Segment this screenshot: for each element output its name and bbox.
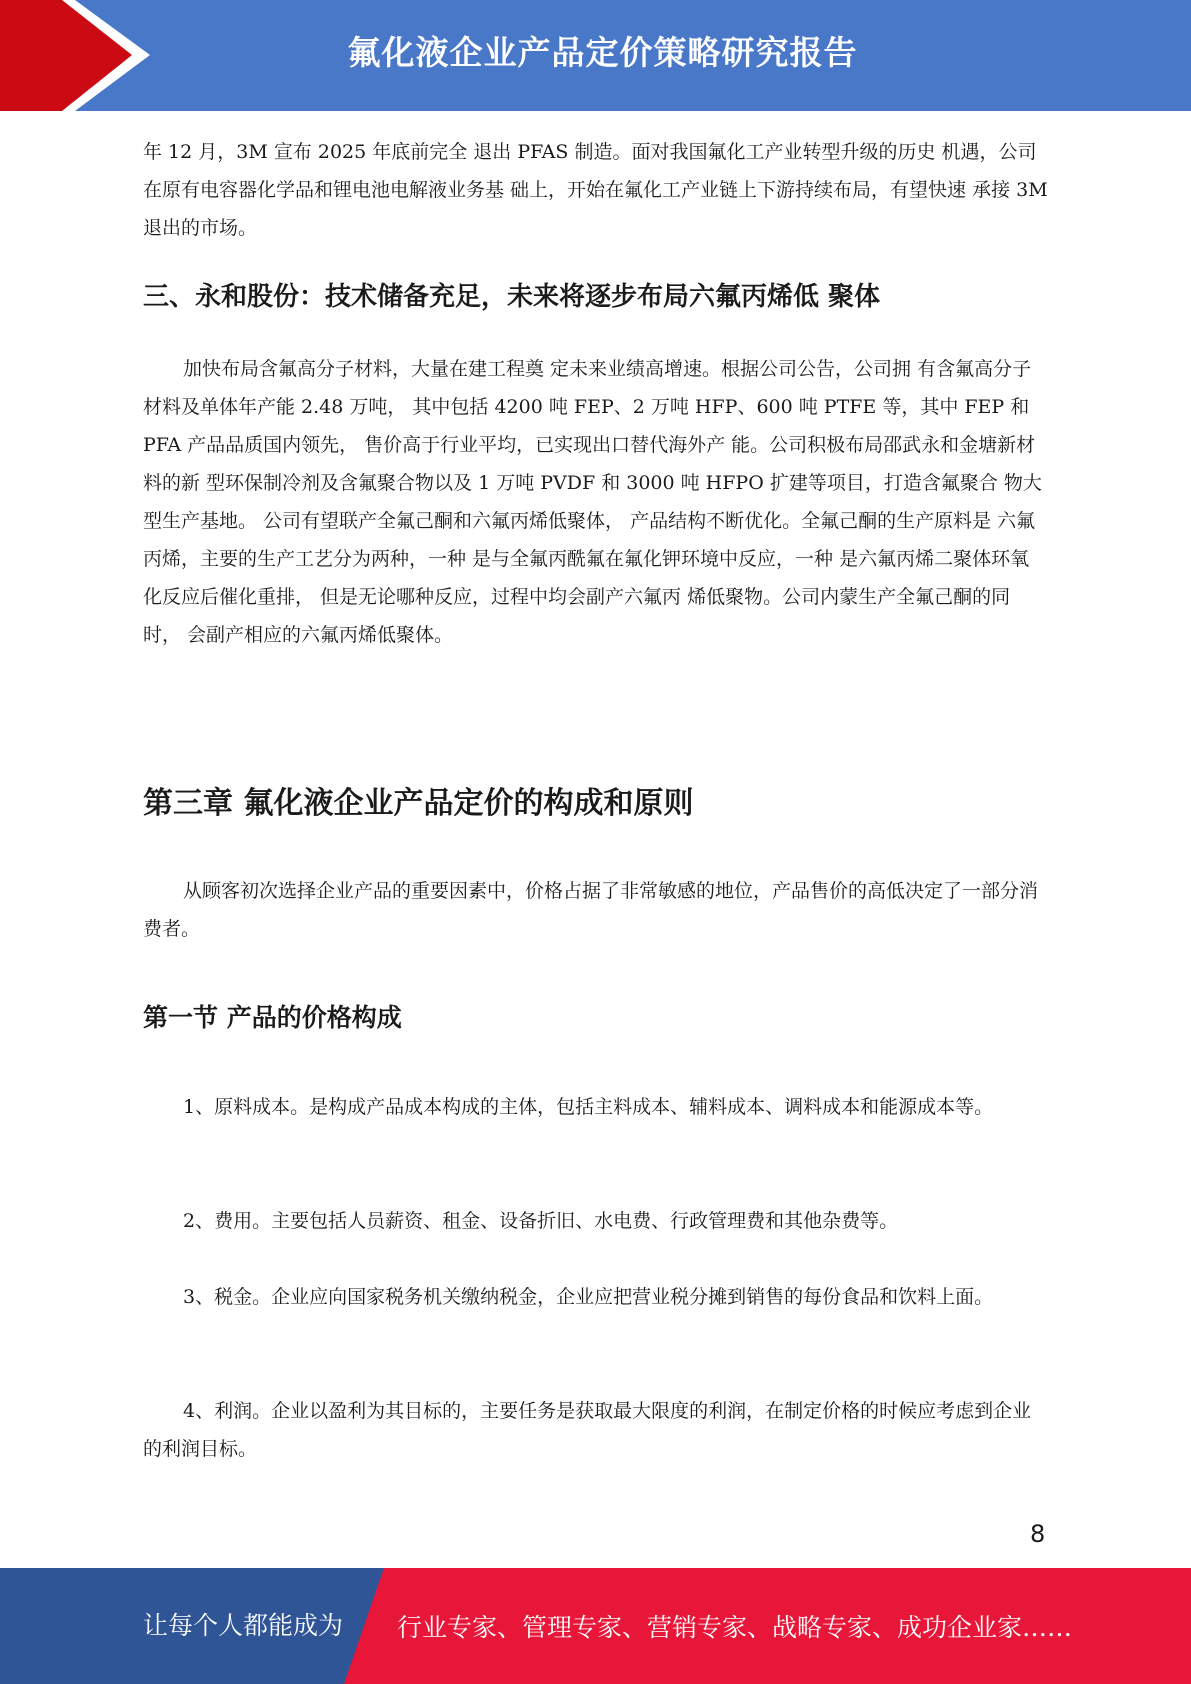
section3-heading: 三、永和股份：技术储备充足，未来将逐步布局六氟丙烯低 聚体 [143,282,881,312]
intro-paragraph: 年 12 月，3M 宣布 2025 年底前完全 退出 PFAS 制造。面对我国氟化工产业转型升级的历史 机遇，公司在原有电容器化学品和锂电池电解液业务基 础上，开始在氟化工产业链上下游持续布局，有望快速 承接 3M 退出的市场。 [143,141,1048,239]
footer-slogan-right: 行业专家、管理专家、营销专家、战略专家、成功企业家…… [397,1613,1073,1642]
document-title: 氟化液企业产品定价策略研究报告 [347,33,858,72]
section3-paragraph: 加快布局含氟高分子材料，大量在建工程奠 定未来业绩高增速。根据公司公告，公司拥 有含氟高分子材料及单体年产能 2.48 万吨， 其中包括 4200 吨 FEP、2 万吨 HFP、600 吨 PTFE 等，其中 FEP 和 PFA 产品品质国内领先， 售价高于行业平均，已实现出口替代海外产 能。公司积极布局邵武永和金塘新材料的新 型环保制冷剂及含氟聚合物以及 1 万吨 PVDF 和 3000 吨 HFPO 扩建等项目，打造含氟聚合 物大型生产基地。 公司有望联产全氟己酮和六氟丙烯低聚体， 产品结构不断优化。全氟己酮的生产原料是 六氟丙烯，主要的生产工艺分为两种，一种 是与全氟丙酰氟在氟化钾环境中反应，一种 是六氟丙烯二聚体环氧化反应后催化重排， 但是无论哪种反应，过程中均会副产六氟丙 烯低聚物。公司内蒙生产全氟己酮的同时， 会副产相应的六氟丙烯低聚体。 [143,358,1042,646]
list-item: 3、税金。企业应向国家税务机关缴纳税金，企业应把营业税分摊到销售的每份食品和饮料上面。 [183,1286,994,1308]
section1-heading: 第一节 产品的价格构成 [143,1003,402,1032]
chapter-heading: 第三章 氟化液企业产品定价的构成和原则 [143,786,694,821]
chapter-paragraph: 从顾客初次选择企业产品的重要因素中，价格占据了非常敏感的地位，产品售价的高低决定了一部分消费者。 [143,880,1039,940]
list-item: 4、利润。企业以盈利为其目标的，主要任务是获取最大限度的利润，在制定价格的时候应考虑到企业的利润目标。 [143,1400,1032,1460]
page-footer [0,1568,1191,1684]
footer-slogan-left: 让每个人都能成为 [143,1611,344,1640]
list-item: 2、费用。主要包括人员薪资、租金、设备折旧、水电费、行政管理费和其他杂费等。 [183,1210,899,1232]
page-header [0,0,1191,111]
page-number: 8 [1030,1520,1046,1548]
list-item: 1、原料成本。是构成产品成本构成的主体，包括主料成本、辅料成本、调料成本和能源成本等。 [183,1096,994,1118]
